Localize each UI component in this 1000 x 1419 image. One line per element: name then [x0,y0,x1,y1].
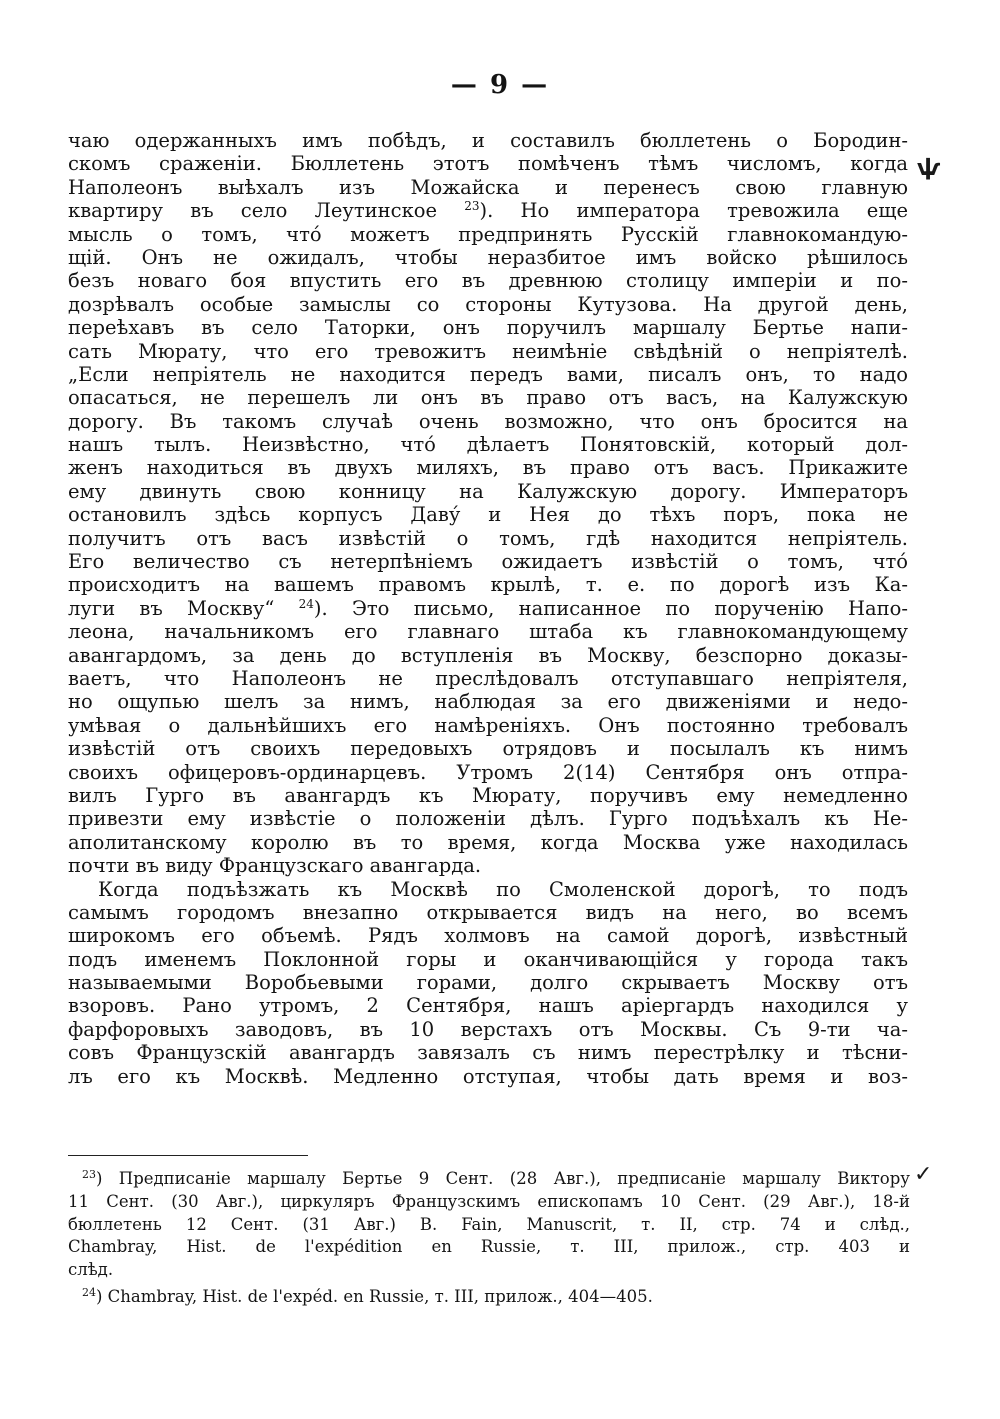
text-line: мысль о томъ, что́ можетъ предпринять Русскій главнокомандую- [68,222,908,246]
text-line: аполитанскому королю въ то время, когда Москва уже находилась [68,830,908,854]
text-line: совъ Французскій авангардъ завязалъ съ нимъ перестрѣлку и тѣсни- [68,1041,908,1065]
text-fragment: луги въ Москву“ [68,596,299,620]
text-line: чаю одержанныхъ имъ побѣдъ, и составилъ бюллетень о Бородин- [68,129,908,152]
text-line: фарфоровыхъ заводовъ, въ 10 верстахъ отъ Москвы. Съ 9-ти ча- [68,1017,908,1041]
text-line: сать Мюрату, что его тревожитъ неимѣніе свѣдѣній о непріятелѣ. [68,339,908,363]
text-line: щій. Онъ не ожидалъ, чтобы неразбитое имъ войско рѣшилось [68,245,908,269]
footnote-text: ) Chambray, Hist. de l'expéd. en Russie, т. III, прилож., 404—405. [96,1286,653,1306]
text-line: переѣхавъ въ село Таторки, онъ поручилъ маршалу Бертье напи- [68,316,908,340]
footnote-text: ) Предписаніе маршалу Бертье 9 Сент. (28 Авг.), предписаніе маршалу Виктору [96,1169,910,1188]
text-line [68,597,908,620]
text-line: но ощупью шелъ за нимъ, наблюдая за его движеніями и недо- [68,690,908,714]
text-line: происходитъ на вашемъ правомъ крылѣ, т. е. по дорогѣ изъ Ка- [68,573,908,597]
footnote-23-line: бюллетень 12 Сент. (31 Авг.) B. Fain, Manuscrit, т. II, стр. 74 и слѣд., [68,1214,910,1234]
paragraph-start-line: Когда подъѣзжать къ Москвѣ по Смоленской дорогѣ, то подъ [98,877,908,901]
text-line: опасаться, не перешелъ ли онъ въ право отъ васъ, на Калужскую [68,386,908,410]
footnote-23-line [68,1168,910,1191]
footnote-23-line: Chambray, Hist. de l'expédition en Russie, т. III, прилож., стр. 403 и [68,1237,910,1257]
text-line: получитъ отъ васъ извѣстій о томъ, гдѣ находится непріятель. [68,526,908,550]
text-line: взоровъ. Рано утромъ, 2 Сентября, нашъ аріергардъ находился у [68,994,908,1018]
margin-checkmark: ✓ [914,1162,933,1187]
footnote-separator [68,1155,308,1156]
text-line: леона, начальникомъ его главнаго штаба къ главнокомандующему [68,620,908,644]
text-line: Наполеонъ выѣхалъ изъ Можайска и перенесъ свою главную [68,175,908,199]
text-line [68,199,908,222]
text-line: самымъ городомъ внезапно открывается видъ на него, во всемъ [68,900,908,924]
footnotes [68,1168,910,1309]
footnote-ref-23: 23 [464,199,480,214]
text-line: привезти ему извѣстіе о положеніи дѣлъ. Гурго подъѣхалъ къ Не- [68,807,908,831]
margin-annotation-mark: ѱ [917,156,941,181]
footnote-24-line [68,1286,910,1309]
footnote-23-line: слѣд. [68,1260,114,1280]
text-line: „Если непріятель не находится передъ вами, писалъ онъ, то надо [68,362,908,386]
footnote-ref-24: 24 [298,596,314,611]
text-fragment: ). Это письмо, написанное по порученію Напо- [313,596,908,620]
text-line: безъ новаго боя впустить его въ древнюю столицу имперіи и по- [68,269,908,293]
text-line: называемыми Воробьевыми горами, долго скрываетъ Москву отъ [68,971,908,995]
footnote-23-number: 23 [82,1168,96,1181]
text-line: ему двинуть свою конницу на Калужскую дорогу. Императоръ [68,479,908,503]
text-line: широкомъ его объемѣ. Рядъ холмовъ на самой дорогѣ, извѣстный [68,924,908,948]
text-line: подъ именемъ Поклонной горы и оканчивающійся у города такъ [68,947,908,971]
text-line: дозрѣвалъ особые замыслы со стороны Кутузова. На другой день, [68,292,908,316]
footnote-24-number: 24 [82,1285,96,1299]
page-number: — 9 — [450,70,550,100]
text-line: ваетъ, что Наполеонъ не преслѣдовалъ отступавшаго непріятеля, [68,666,908,690]
text-line: извѣстій отъ своихъ передовыхъ отрядовъ и посылалъ къ нимъ [68,737,908,761]
text-fragment: ). Но императора тревожила еще [479,199,908,223]
text-line: Его величество съ нетерпѣніемъ ожидаетъ извѣстій о томъ, что́ [68,550,908,574]
text-fragment: квартиру въ село Леутинское [68,199,465,223]
text-line: авангардомъ, за день до вступленія въ Москву, безспорно доказы- [68,643,908,667]
footnote-23-line: 11 Сент. (30 Авг.), циркуляръ Французскимъ епископамъ 10 Сент. (29 Авг.), 18-й [68,1191,910,1211]
text-line: умѣвая о дальнѣйшихъ его намѣреніяхъ. Онъ постоянно требовалъ [68,713,908,737]
text-line: нашъ тылъ. Неизвѣстно, что́ дѣлаетъ Понятовскій, который дол- [68,433,908,457]
body-text [68,129,908,1088]
text-line: остановилъ здѣсь корпусъ Даву́ и Нея до тѣхъ поръ, пока не [68,503,908,527]
text-line: почти въ виду Французскаго авангарда. [68,854,482,878]
text-line: своихъ офицеровъ-ординарцевъ. Утромъ 2(14) Сентября онъ отпра- [68,760,908,784]
text-line: вилъ Гурго въ авангардъ къ Мюрату, поручивъ ему немедленно [68,783,908,807]
text-line: лъ его къ Москвѣ. Медленно отступая, чтобы дать время и воз- [68,1064,908,1088]
text-line: дорогу. Въ такомъ случаѣ очень возможно, что онъ бросится на [68,409,908,433]
text-line: женъ находиться въ двухъ миляхъ, въ право отъ васъ. Прикажите [68,456,908,480]
text-line: скомъ сраженіи. Бюллетень этотъ помѣченъ тѣмъ числомъ, когда [68,152,908,176]
